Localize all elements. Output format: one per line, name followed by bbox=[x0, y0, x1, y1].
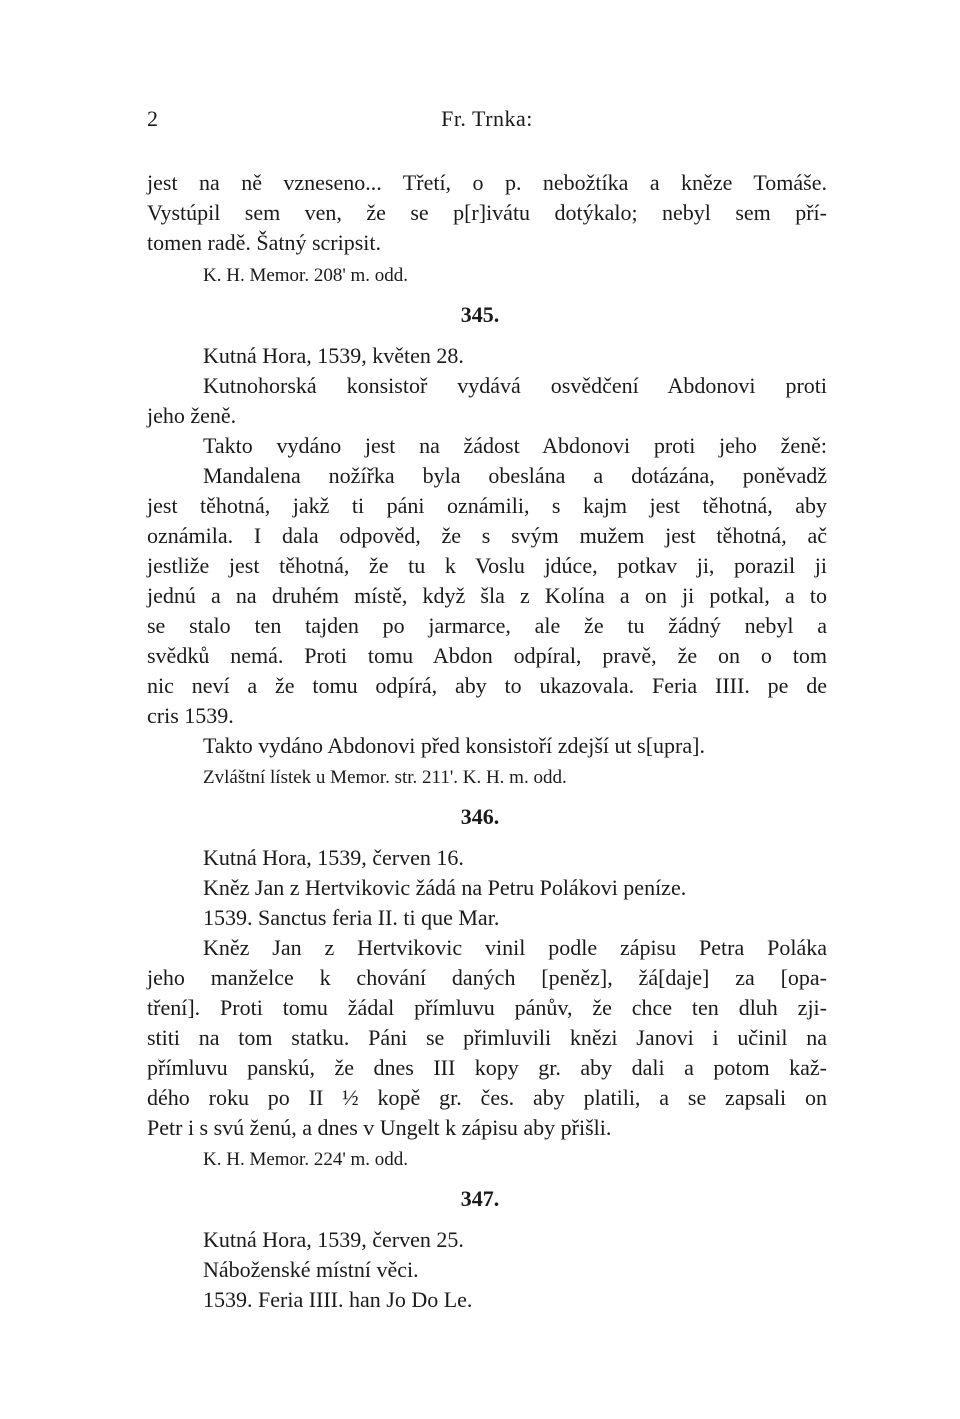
text-line: se stalo ten tajden po jarmarce, ale že tu žádný nebyl a bbox=[147, 613, 827, 638]
text-line: jednú a na druhém místě, když šla z Kolína a on ji potkal, a to bbox=[147, 583, 827, 608]
text-line: Vystúpil sem ven, že se p[r]ivátu dotýkalo; nebyl sem pří- bbox=[147, 200, 827, 225]
text-line: Kněz Jan z Hertvikovic vinil podle zápisu Petra Poláka bbox=[203, 935, 827, 960]
text-line: Petr i s svú ženú, a dnes v Ungelt k zápisu aby přišli. bbox=[147, 1115, 612, 1140]
entry-summary: Kutnohorská konsistoř vydává osvědčení Abdonovi proti bbox=[203, 373, 827, 398]
text-line: Mandalena nožířka byla obeslána a dotázána, poněvadž bbox=[203, 463, 827, 488]
text-line: přímluvu panskú, že dnes III kopy gr. aby dali a potom kaž- bbox=[147, 1055, 827, 1080]
source-note: K. H. Memor. 224' m. odd. bbox=[203, 1149, 409, 1170]
text-line: jest na ně vzneseno... Třetí, o p. nebožtíka a kněze Tomáše. bbox=[147, 170, 827, 195]
text-line: Takto vydáno Abdonovi před konsistoří zdejší ut s[upra]. bbox=[203, 733, 705, 758]
text-line: jestliže jest těhotná, že tu k Voslu jdúce, potkav ji, porazil ji bbox=[147, 553, 827, 578]
text-line: stiti na tom statku. Páni se přimluvili knězi Janovi i učinil na bbox=[147, 1025, 827, 1050]
entry-number: 345. bbox=[460, 302, 500, 327]
text-line: jest těhotná, jakž ti páni oznámili, s kajm jest těhotná, aby bbox=[147, 493, 827, 518]
text-line: 1539. Sanctus feria II. ti que Mar. bbox=[203, 905, 500, 930]
text-line: Takto vydáno jest na žádost Abdonovi proti jeho ženě: bbox=[203, 433, 827, 458]
page-number: 2 bbox=[147, 106, 158, 131]
text-line: jeho manželce k chování daných [peněz], žá[daje] za [opa- bbox=[147, 965, 827, 990]
page-header bbox=[147, 106, 827, 136]
text-line: tomen radě. Šatný scripsit. bbox=[147, 230, 382, 255]
entry-date: Kutná Hora, 1539, květen 28. bbox=[203, 343, 464, 368]
entry-number: 346. bbox=[460, 804, 500, 829]
text-line: cris 1539. bbox=[147, 703, 234, 728]
entry-number: 347. bbox=[460, 1186, 500, 1211]
entry-summary: Kněz Jan z Hertvikovic žádá na Petru Polákovi peníze. bbox=[203, 875, 687, 900]
text-line: svědků nemá. Proti tomu Abdon odpíral, pravě, že on o tom bbox=[147, 643, 827, 668]
text-line: 1539. Feria IIII. han Jo Do Le. bbox=[203, 1287, 473, 1312]
text-line: tření]. Proti tomu žádal přímluvu pánův, že chce ten dluh zji- bbox=[147, 995, 827, 1020]
text-line: dého roku po II ½ kopě gr. čes. aby platili, a se zapsali on bbox=[147, 1085, 827, 1110]
text-line: nic neví a že tomu odpírá, aby to ukazovala. Feria IIII. pe de bbox=[147, 673, 827, 698]
entry-date: Kutná Hora, 1539, červen 25. bbox=[203, 1227, 464, 1252]
source-note: K. H. Memor. 208' m. odd. bbox=[203, 265, 409, 286]
text-line: oznámila. I dala odpověd, že s svým mužem jest těhotná, ač bbox=[147, 523, 827, 548]
running-head: Fr. Trnka: bbox=[441, 106, 533, 131]
entry-summary: jeho ženě. bbox=[147, 403, 237, 428]
entry-date: Kutná Hora, 1539, červen 16. bbox=[203, 845, 464, 870]
source-note: Zvláštní lístek u Memor. str. 211'. K. H. m. odd. bbox=[203, 767, 567, 788]
entry-summary: Náboženské místní věci. bbox=[203, 1257, 419, 1282]
